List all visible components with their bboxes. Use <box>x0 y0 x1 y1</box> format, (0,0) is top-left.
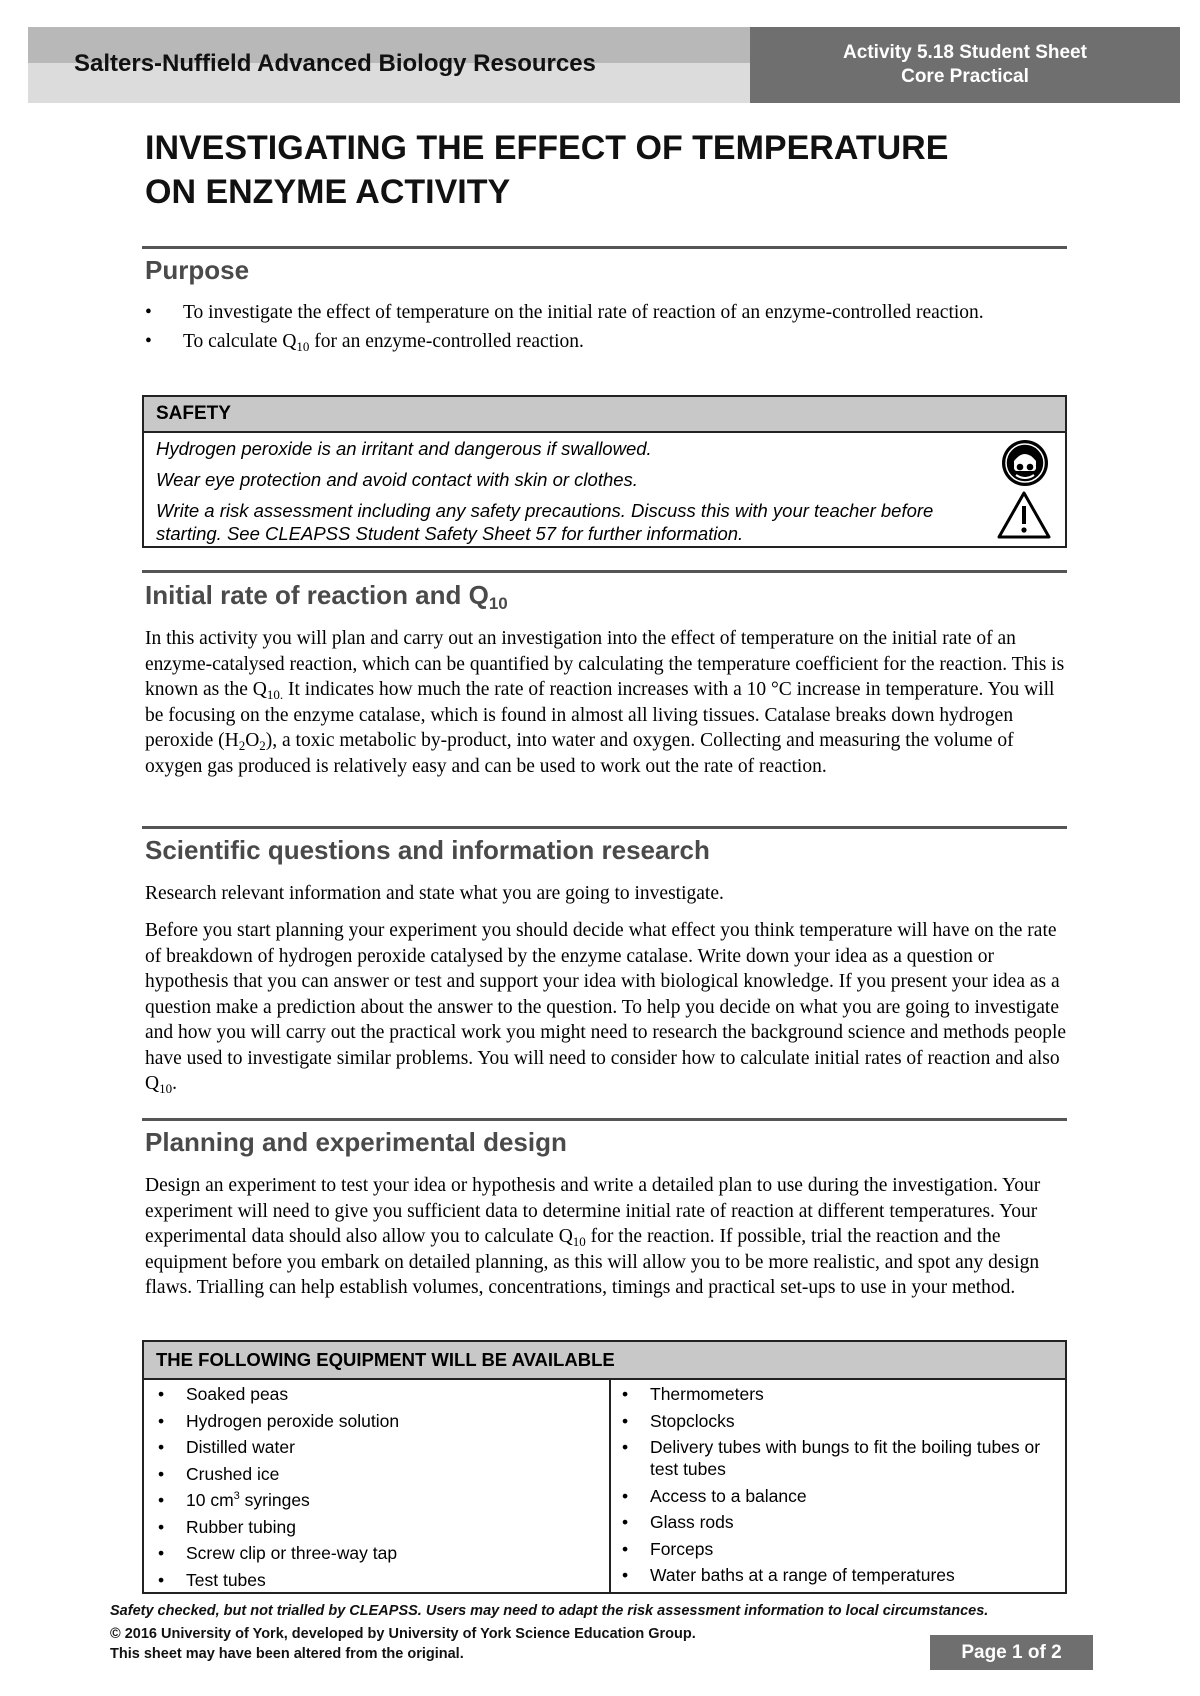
eye-protection-icon <box>1001 439 1049 487</box>
list-item: • Soaked peas <box>148 1383 603 1405</box>
footer-copyright: © 2016 University of York, developed by University of York Science Education Group. <box>110 1626 696 1642</box>
equipment-box <box>142 1340 1067 1594</box>
list-item: • Crushed ice <box>148 1463 603 1485</box>
warning-icon <box>996 490 1052 540</box>
list-item: • Delivery tubes with bungs to fit the boiling tubes or test tubes <box>612 1436 1052 1480</box>
scientific-paragraph-2: Before you start planning your experiment you should decide what effect you think temperature will have on the rate of breakdown of hydrogen peroxide catalysed by the enzyme catalase. Write down your idea as a question or hypothesis that you can answer or test and support your idea with biological knowledge. If you present your idea as a question make a prediction about the answer to the question. To help you decide on what you are going to investigate and how you will carry out the practical work you might need to research the background science and methods people have used to investigate similar problems. You will need to consider how to calculate initial rates of reaction and also $Q_{10}$. <box>145 920 1067 1096</box>
equipment-list-left <box>148 1383 603 1595</box>
purpose-heading: Purpose <box>145 255 250 285</box>
safety-heading: SAFETY <box>144 397 1065 433</box>
list-item: • 10 $cm^3$ syringes <box>148 1489 603 1511</box>
section-divider <box>142 826 1067 829</box>
footer-safety-note: Safety checked, but not trialled by CLEAPSS. Users may need to adapt the risk assessment information to local circumstances. <box>110 1603 989 1619</box>
list-item: • Access to a balance <box>612 1485 1052 1507</box>
list-item: • Forceps <box>612 1538 1052 1560</box>
section-divider <box>142 570 1067 573</box>
list-item: • To calculate $Q_{10}$ for an enzyme-controlled reaction. <box>145 329 1067 354</box>
list-item: • Glass rods <box>612 1511 1052 1533</box>
page-title: INVESTIGATING THE EFFECT OF TEMPERATURE ON ENZYME ACTIVITY <box>145 129 949 211</box>
section-divider <box>142 246 1067 249</box>
list-item: • Hydrogen peroxide solution <box>148 1410 603 1432</box>
list-item: • Screw clip or three-way tap <box>148 1542 603 1564</box>
safety-box <box>142 395 1067 548</box>
scientific-questions-heading: Scientific questions and information research <box>145 835 710 865</box>
activity-label: Activity 5.18 Student Sheet <box>843 42 1087 63</box>
equipment-heading: THE FOLLOWING EQUIPMENT WILL BE AVAILABLE <box>144 1342 1065 1380</box>
equipment-list-right <box>612 1383 1052 1591</box>
list-item: • Rubber tubing <box>148 1516 603 1538</box>
initial-rate-paragraph: In this activity you will plan and carry out an investigation into the effect of temperature on the initial rate of an enzyme-catalysed reaction, which can be quantified by calculating the temperature coefficient for the reaction. This is known as the $Q_{10.}$ It indicates how much the rate of reaction increases with a 10 °C increase in temperature. You will be focusing on the enzyme catalase, which is found in almost all living tissues. Catalase breaks down hydrogen peroxide $(H_2O_2)$, a toxic metabolic by-product, into water and oxygen. Collecting and measuring the volume of oxygen gas produced is relatively easy and can be used to work out the rate of reaction. <box>145 628 1065 777</box>
initial-rate-heading: Initial rate of reaction and $Q_{10}$ <box>145 580 508 613</box>
purpose-list <box>145 300 1067 358</box>
list-item: • Water baths at a range of temperatures <box>612 1564 1052 1586</box>
section-divider <box>142 1118 1067 1121</box>
header-left-panel <box>28 27 750 103</box>
page-number: Page 1 of 2 <box>930 1635 1093 1670</box>
core-practical-label: Core Practical <box>901 66 1029 87</box>
page-header <box>28 27 1180 103</box>
safety-text: Hydrogen peroxide is an irritant and dangerous if swallowed. Wear eye protection and avoid contact with skin or clothes. Write a risk assessment including any safety precautions. Discuss this with your teacher before starting. See CLEAPSS Student Safety Sheet 57 for further information. <box>156 438 934 544</box>
list-item: • To investigate the effect of temperature on the initial rate of reaction of an enzyme-controlled reaction. <box>145 300 1067 325</box>
planning-heading: Planning and experimental design <box>145 1127 567 1157</box>
list-item: • Stopclocks <box>612 1410 1052 1432</box>
header-activity-panel <box>750 27 1180 103</box>
list-item: • Test tubes <box>148 1569 603 1591</box>
footer-altered-note: This sheet may have been altered from the original. <box>110 1646 464 1662</box>
header-title: Salters-Nuffield Advanced Biology Resources <box>74 50 596 77</box>
list-item: • Distilled water <box>148 1436 603 1458</box>
planning-paragraph: Design an experiment to test your idea or hypothesis and write a detailed plan to use during the investigation. Your experiment will need to give you sufficient data to determine initial rate of reaction at different temperatures. Your experimental data should also allow you to calculate $Q_{10}$ for the reaction. If possible, trial the reaction and the equipment before you embark on detailed planning, as this will allow you to be more realistic, and spot any design flaws. Trialling can help establish volumes, concentrations, timings and practical set-ups to use in your method. <box>145 1175 1041 1298</box>
list-item: • Thermometers <box>612 1383 1052 1405</box>
scientific-paragraph-1: Research relevant information and state what you are going to investigate. <box>145 883 724 904</box>
